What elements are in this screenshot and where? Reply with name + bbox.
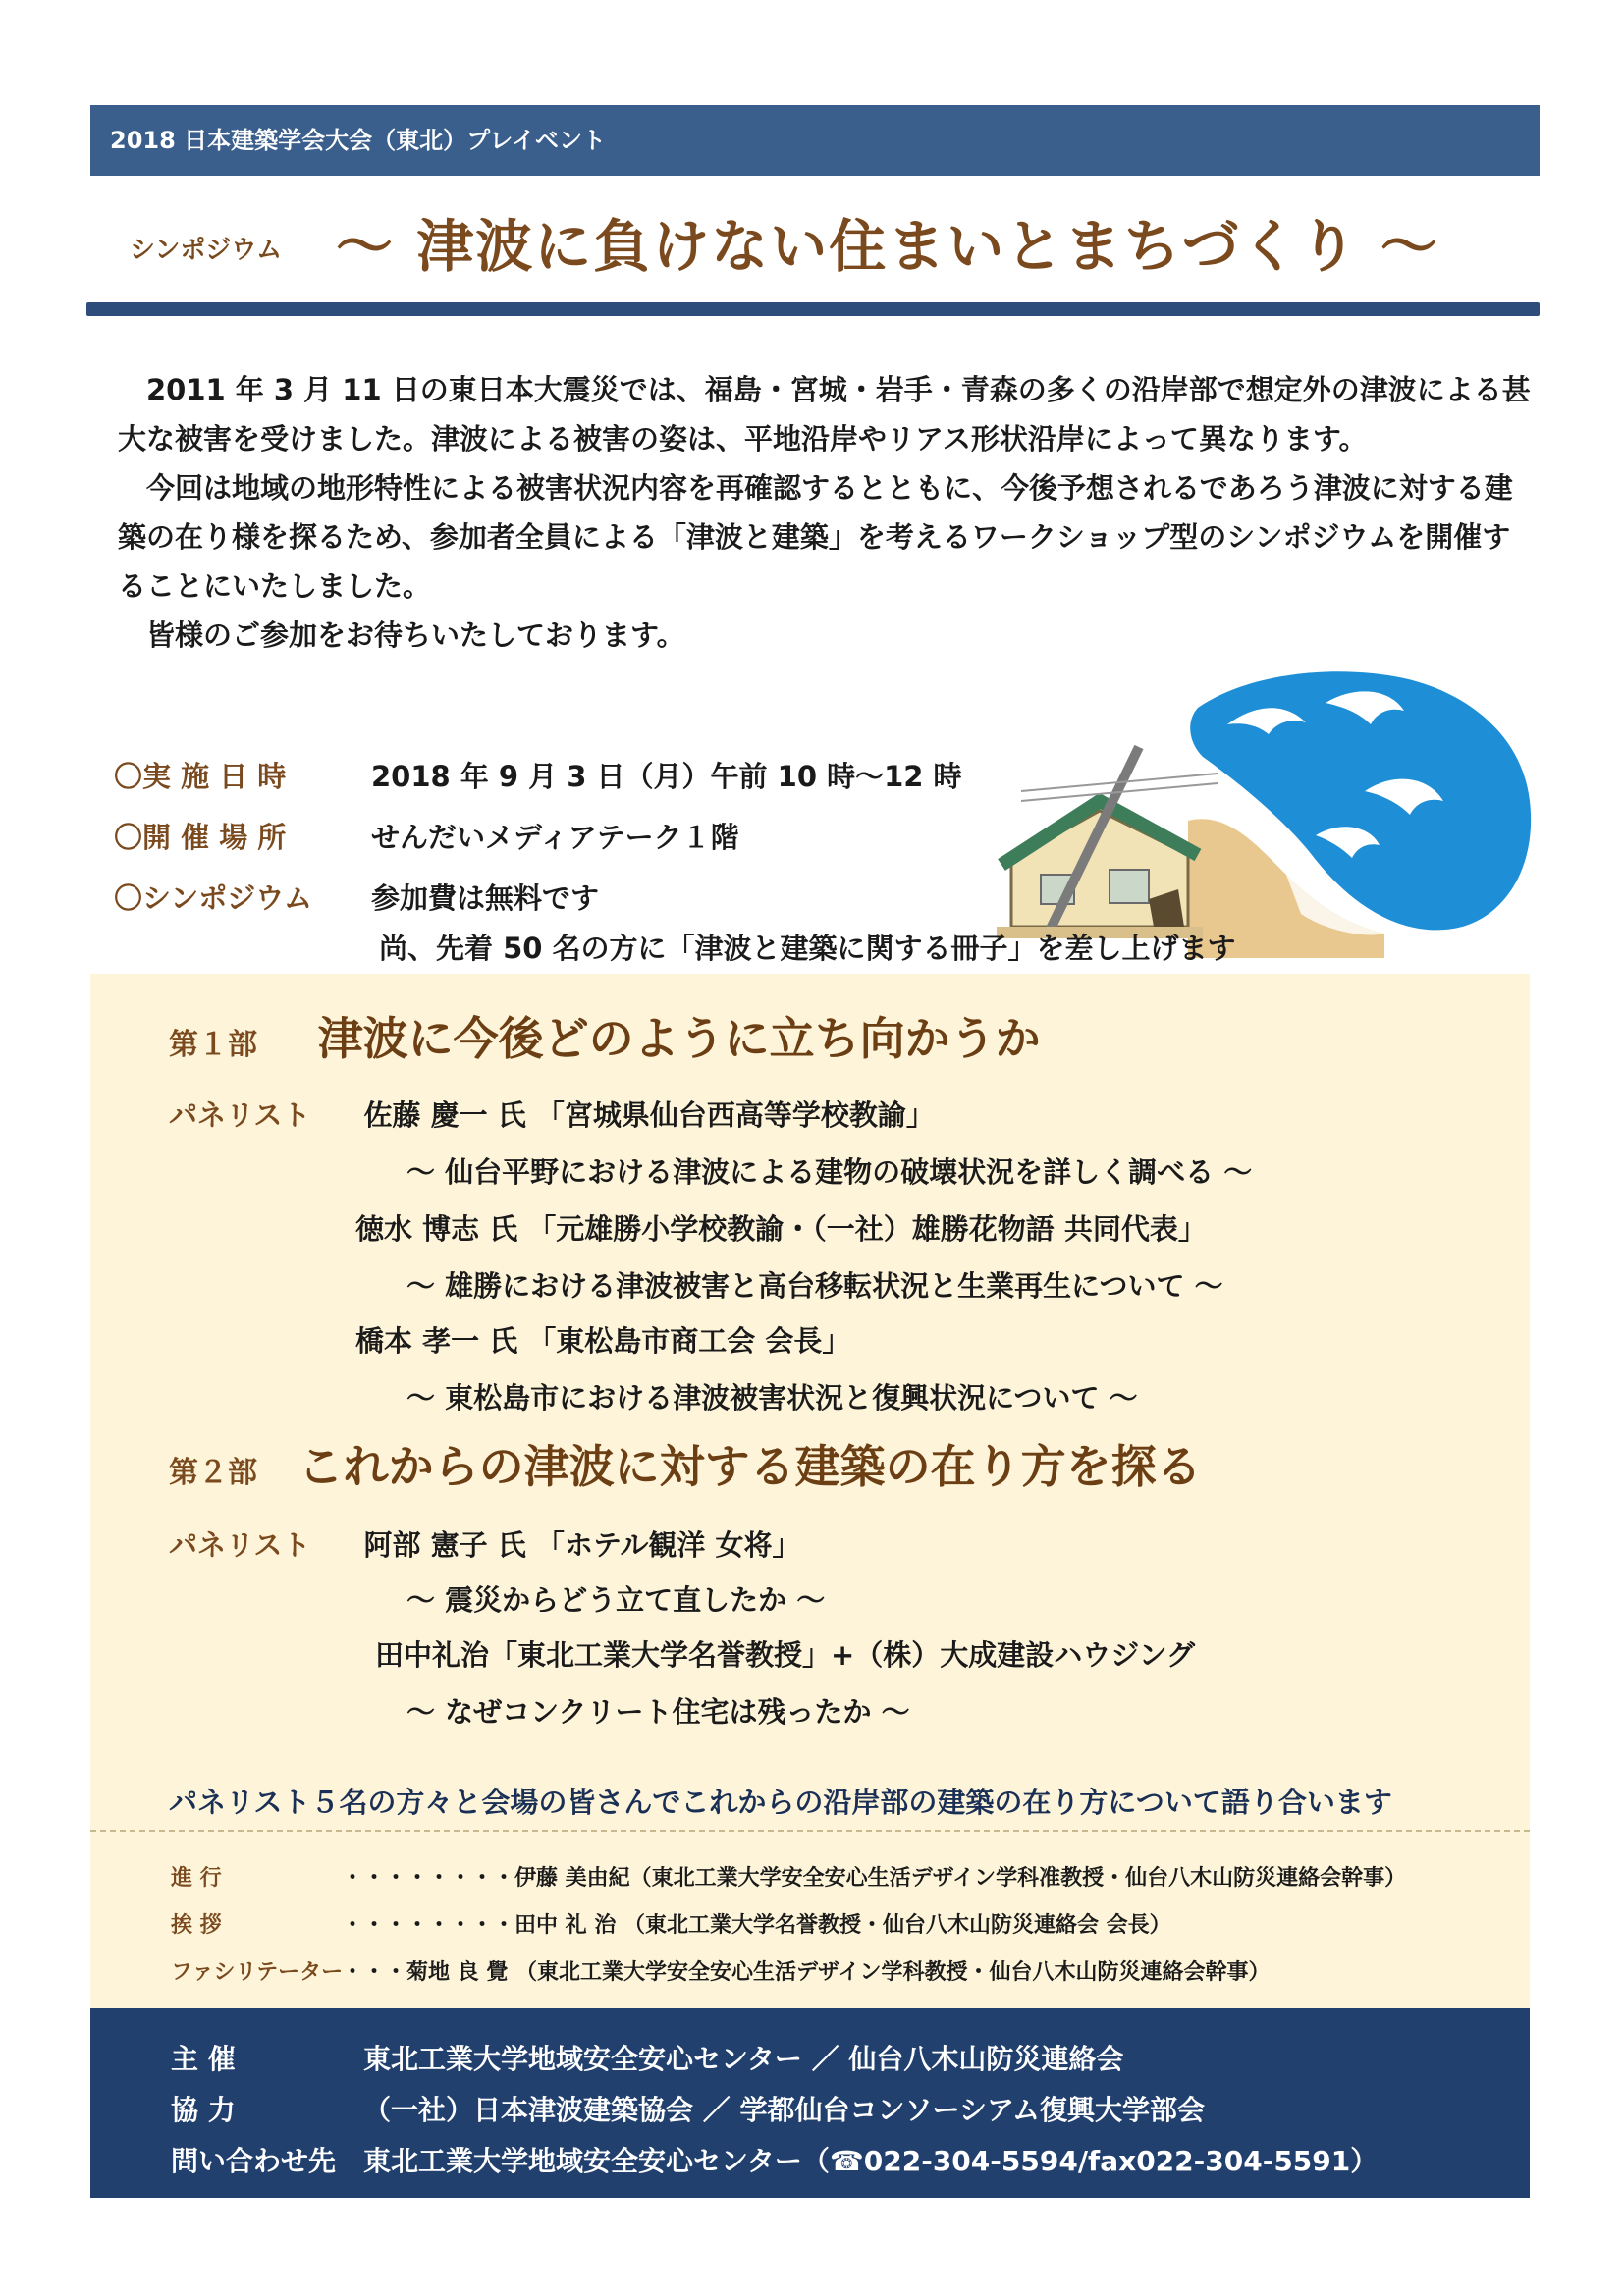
part2-topic-2: ～ なぜコンクリート住宅は残ったか ～ bbox=[406, 1695, 910, 1729]
event-banner bbox=[90, 105, 1540, 176]
part2-panelist-2-name: 田中礼治「東北工業大学名誉教授」+（株）大成建設ハウジング bbox=[375, 1638, 1195, 1672]
info-fee-row bbox=[114, 866, 998, 927]
part1-panel-label: パネリスト bbox=[169, 1098, 311, 1132]
program-section bbox=[90, 974, 1530, 1830]
role-mc bbox=[171, 1861, 1406, 1892]
part1-topic-2: ～ 雄勝における津波被害と高台移転状況と生業再生について ～ bbox=[406, 1269, 1223, 1303]
tsunami-house-illustration bbox=[992, 664, 1542, 958]
contact-label: 問い合わせ先 bbox=[171, 2145, 337, 2177]
venue-label: 〇開 催 場 所 bbox=[114, 820, 287, 854]
page-title: ～ 津波に負けない住まいとまちづくり ～ bbox=[336, 213, 1439, 280]
role-greeting-label: 挨 拶 bbox=[171, 1913, 222, 1938]
roles-section bbox=[90, 1830, 1530, 2010]
host-label: 主 催 bbox=[171, 2043, 236, 2075]
role-facilitator-label: ファシリテーター bbox=[171, 1960, 344, 1985]
footer-host bbox=[171, 2038, 1123, 2077]
contact-value: 東北工業大学地域安全安心センター（☎022-304-5594/fax022-304-5591） bbox=[363, 2145, 1379, 2177]
intro-paragraph-3: 皆様のご参加をお待ちいたしております。 bbox=[146, 618, 685, 652]
part1-number: 第１部 bbox=[169, 1028, 257, 1062]
intro-text bbox=[118, 365, 1532, 660]
booklet-note: 尚、先着 50 名の方に「津波と建築に関する冊子」を差し上げます bbox=[379, 932, 1236, 965]
part1-panelist-1-name: 佐藤 慶一 氏 「宮城県仙台西高等学校教諭」 bbox=[363, 1098, 935, 1132]
title-divider bbox=[86, 302, 1540, 316]
role-mc-value: ・・・・・・・・伊藤 美由紀（東北工業大学安全安心生活デザイン学科准教授・仙台八木山防災連絡会幹事） bbox=[342, 1866, 1407, 1891]
fee-label: 〇シンポジウム bbox=[114, 881, 312, 915]
venue-value: せんだいメディアテーク１階 bbox=[371, 820, 739, 854]
part2-number: 第２部 bbox=[169, 1456, 257, 1490]
role-greeting bbox=[171, 1908, 1171, 1939]
fee-value: 参加費は無料です bbox=[371, 881, 600, 915]
coop-value: （一社）日本津波建築協会 ／ 学都仙台コンソーシアム復興大学部会 bbox=[363, 2094, 1205, 2126]
coop-label: 協 力 bbox=[171, 2094, 236, 2126]
date-label: 〇実 施 日 時 bbox=[114, 759, 287, 793]
part2-heading bbox=[169, 1431, 1202, 1496]
closing-message: パネリスト５名の方々と会場の皆さんでこれからの沿岸部の建築の在り方について語り合います bbox=[169, 1786, 1392, 1819]
part2-panelist-1 bbox=[169, 1523, 800, 1564]
part1-heading bbox=[169, 1003, 1041, 1068]
footer-contact bbox=[171, 2140, 1378, 2179]
part2-title: これからの津波に対する建築の在り方を探る bbox=[298, 1440, 1202, 1493]
date-value: 2018 年 9 月 3 日（月）午前 10 時～12 時 bbox=[371, 759, 962, 793]
intro-paragraph-2: 今回は地域の地形特性による被害状況内容を再確認するとともに、今後予想されるであろう津波に対する建築の在り様を探るため、参加者全員による「津波と建築」を考えるワークショップ型のシンポジウムを開催することにいたしました。 bbox=[118, 471, 1513, 603]
part1-panelist-1 bbox=[169, 1094, 935, 1134]
part1-topic-1: ～ 仙台平野における津波による建物の破壊状況を詳しく調べる ～ bbox=[406, 1155, 1253, 1189]
intro-paragraph-1: 2011 年 3 月 11 日の東日本大震災では、福島・宮城・岩手・青森の多くの沿岸部で想定外の津波による甚大な被害を受けました。津波による被害の姿は、平地沿岸やリアス形状沿岸によって異なります。 bbox=[118, 373, 1531, 455]
part1-panelist-2-name: 徳水 博志 氏 「元雄勝小学校教諭・（一社）雄勝花物語 共同代表」 bbox=[355, 1212, 1207, 1246]
role-greeting-value: ・・・・・・・・田中 礼 治 （東北工業大学名誉教授・仙台八木山防災連絡会 会長） bbox=[342, 1913, 1171, 1938]
info-date-row bbox=[114, 744, 998, 805]
host-value: 東北工業大学地域安全安心センター ／ 仙台八木山防災連絡会 bbox=[363, 2043, 1124, 2075]
title-prefix: シンポジウム bbox=[130, 236, 283, 265]
part1-topic-3: ～ 東松島市における津波被害状況と復興状況について ～ bbox=[406, 1381, 1138, 1415]
part2-panelist-1-name: 阿部 憲子 氏 「ホテル観洋 女将」 bbox=[363, 1528, 801, 1562]
part1-title: 津波に今後どのように立ち向かうか bbox=[317, 1012, 1041, 1065]
title-row bbox=[90, 187, 1540, 294]
role-mc-label: 進 行 bbox=[171, 1866, 222, 1891]
footer-cooperation bbox=[171, 2089, 1205, 2128]
part2-topic-1: ～ 震災からどう立て直したか ～ bbox=[406, 1583, 826, 1617]
part2-panel-label: パネリスト bbox=[169, 1528, 311, 1562]
organizer-footer bbox=[90, 2008, 1530, 2198]
info-venue-row bbox=[114, 805, 998, 866]
role-facilitator-value: ・・・菊地 良 覺 （東北工業大学安全安心生活デザイン学科教授・仙台八木山防災連絡会幹事） bbox=[342, 1960, 1271, 1985]
event-info bbox=[114, 744, 998, 927]
part1-panelist-3-name: 橋本 孝一 氏 「東松島市商工会 会長」 bbox=[355, 1324, 851, 1358]
event-banner-text: 2018 日本建築学会大会（東北）プレイベント bbox=[110, 127, 606, 154]
role-facilitator bbox=[171, 1955, 1270, 1986]
